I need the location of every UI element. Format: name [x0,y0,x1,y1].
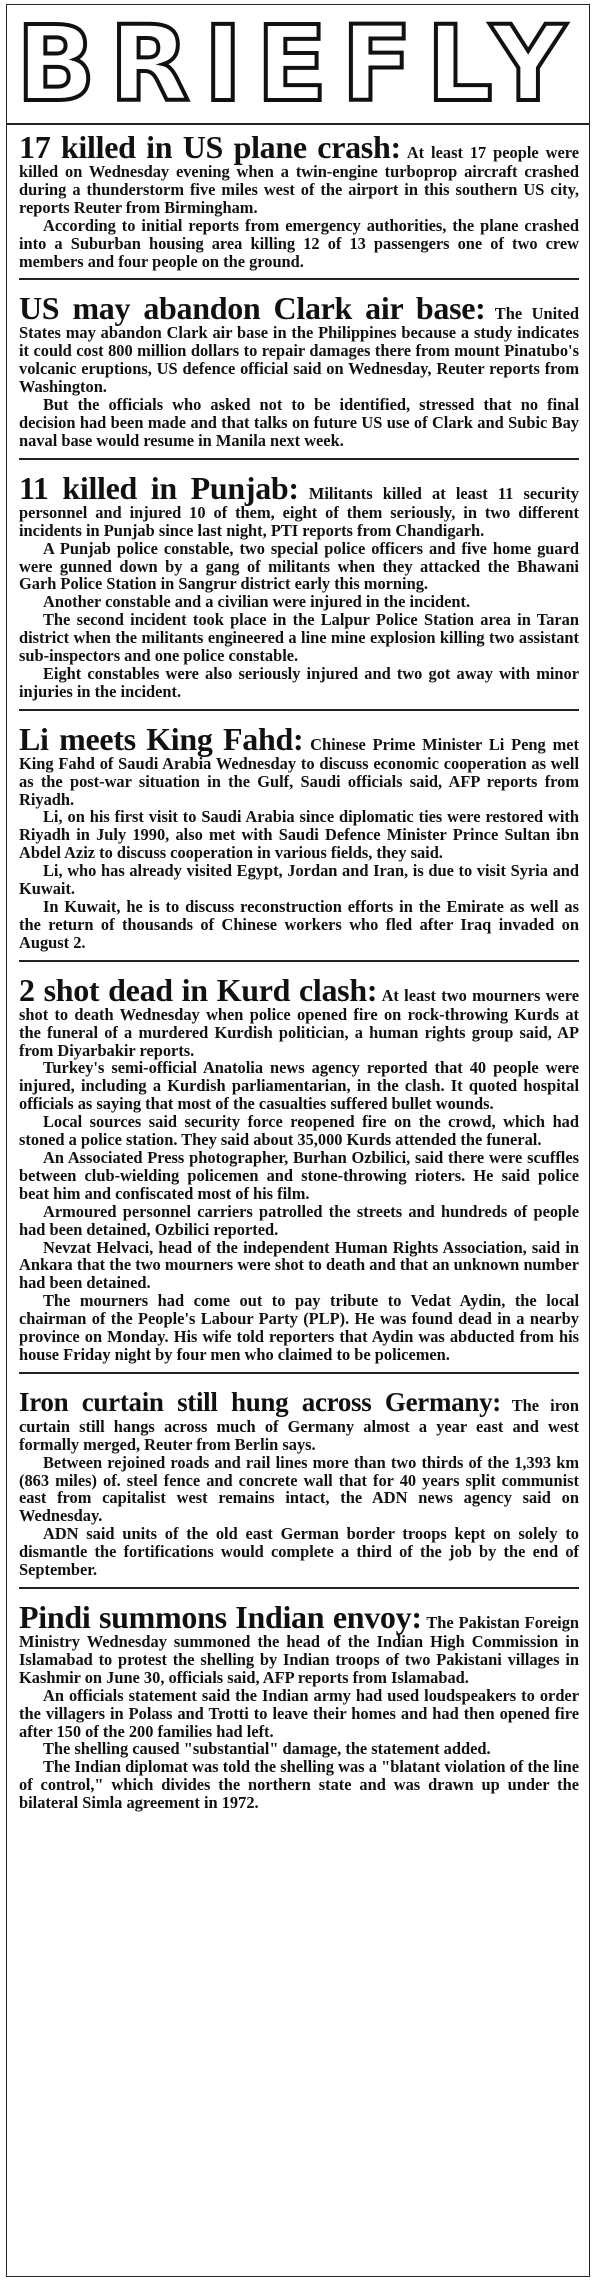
story-indian-envoy [19,1601,579,1820]
story-punjab [19,469,579,711]
story-paragraph: The second incident took place in the Lalpur Police Station area in Taran district when the militants engineered a line mine explosion killing two assistant sub-inspectors and one police constable. [19,610,579,666]
story-lede [19,1601,579,1687]
lede-text: The Pakistan Foreign Ministry Wednesday summoned the head of the Indian High Commission in Islamabad to protest the shelling by Indian troops of two Pakistani villages in Kashmir on June 30, officials said, AFP reports from Islamabad. [19,1613,580,1687]
story-lede [19,720,579,809]
stories-column [7,125,589,1820]
story-paragraph: But the officials who asked not to be identified, stressed that no final decision had been made and that talks on future US use of Clark and Subic Bay naval base would resume in Manila next week. [19,395,579,450]
story-paragraph: Local sources said security force reopened fire on the crowd, which had stoned a police station. They said about 35,000 Kurds attended the funeral. [19,1112,579,1150]
story-paragraph: According to initial reports from emergency authorities, the plane crashed into a Suburban housing area killing 12 of 13 passengers one of two crew members and four people on the ground. [19,215,579,271]
lede-text: Militants killed at least 11 security personnel and injured 10 of them, eight of them seriously, in two different incidents in Punjab since last night, PTI reports from Chandigarh. [19,483,579,540]
story-king-fahd [19,720,579,962]
story-paragraph: The Indian diplomat was told the shelling was a "blatant violation of the line of control," which divides the northern state and was drawn up under the bilateral Simla agreement in 1972. [19,1757,579,1813]
story-lede [19,971,579,1060]
story-headline: 2 shot dead in Kurd clash: [19,971,378,1008]
story-headline: 11 killed in Punjab: [19,469,299,506]
story-paragraph: Between rejoined roads and rail lines more than two thirds of the 1,393 km (863 miles) of. steel fence and concrete wall that for 40 years split communist east from capitalist west remains intact, the ADN news agency said on Wednesday. [19,1452,579,1526]
story-headline: Pindi summons Indian envoy: [19,1599,422,1635]
lede-text: Chinese Prime Minister Li Peng met King Fahd of Saudi Arabia Wednesday to discuss economic cooperation as well as the post-war situation in the Gulf, Saudi officials said, AFP reports from Riyadh. [19,734,579,809]
story-paragraph: The shelling caused "substantial" damage, the statement added. [43,1739,491,1759]
lede-text: The United States may abandon Clark air base in the Philippines because a study indicates it could cost 800 million dollars to repair damages there from mount Pinatubo's volcanic eruptions, US defence official said on Wednesday, Reuter reports from Washington. [19,304,579,397]
story-lede [19,469,579,540]
story-paragraph: Armoured personnel carriers patrolled the streets and hundreds of people had been detained, Ozbilici reported. [19,1201,579,1239]
story-clark-air-base [19,292,579,459]
story-paragraph: Nevzat Helvaci, head of the independent Human Rights Association, said in Ankara that the two mourners were shot to death and that an unknown number had been detained. [19,1237,579,1293]
story-lede [19,131,579,217]
story-paragraph: Li, who has already visited Egypt, Jordan and Iran, is due to visit Syria and Kuwait. [19,861,579,899]
masthead-title: BRIEFLY [16,4,580,125]
story-paragraph: Another constable and a civilian were injured in the incident. [43,592,471,612]
story-paragraph: An Associated Press photographer, Burhan Ozbilici, said there were scuffles between club-wielding policemen and stone-throwing rioters. He said police beat him and confiscated most of his film. [19,1147,579,1203]
story-paragraph: The mourners had come out to pay tribute to Vedat Aydin, the local chairman of the People's Labour Party (PLP). He was found dead in a nearby province on Monday. His wife told reporters that Aydin was abducted from his house Friday night by four men who claimed to be policemen. [19,1291,579,1364]
story-paragraph: ADN said units of the old east German border troops kept on solely to dismantle the fortifications would complete a third of the job by the end of September. [19,1524,579,1580]
lede-text: At least 17 people were killed on Wednesday evening when a twin-engine turboprop aircraft crashed during a thunderstorm five miles west of the airport in this southern US city, reports Reuter from Birmingham. [19,143,579,217]
story-iron-curtain [19,1386,579,1589]
masthead [7,5,589,125]
lede-text: At least two mourners were shot to death Wednesday when police opened fire on rock-throwing Kurds at the funeral of a murdered Kurdish politician, a human rights group said, AP from Diyarbakir reports. [19,985,579,1060]
newspaper-clipping [6,4,590,2277]
story-paragraph: Turkey's semi-official Anatolia news agency reported that 40 people were injured, including a Kurdish parliamentarian, in the clash. It quoted hospital officials as saying that most of the casualties suffered bullet wounds. [19,1058,579,1114]
story-headline: Iron curtain still hung across Germany: [19,1386,501,1417]
story-headline: Li meets King Fahd: [19,720,304,757]
story-lede [19,1386,579,1454]
story-paragraph: Eight constables were also seriously injured and two got away with minor injuries in the incident. [19,663,579,701]
story-paragraph: A Punjab police constable, two special police officers and five home guard were gunned down by a gang of militants when they attacked the Bhawani Garh Police Station in Sangrur district early this morning. [19,538,579,594]
lede-text: The iron curtain still hangs across much of Germany almost a year east and west formally merged, Reuter from Berlin says. [19,1395,579,1454]
story-headline: 17 killed in US plane crash: [19,129,401,165]
story-paragraph: An officials statement said the Indian army had used loudspeakers to order the villagers in Polass and Trotti to leave their homes and had then opened fire after 150 of the 200 families had left. [19,1685,579,1741]
story-plane-crash [19,131,579,280]
story-paragraph: In Kuwait, he is to discuss reconstruction efforts in the Emirate as well as the return of thousands of Chinese workers who fled after Iraq invaded on August 2. [19,897,579,952]
story-lede [19,292,579,396]
story-paragraph: Li, on his first visit to Saudi Arabia since diplomatic ties were restored with Riyadh in July 1990, also met with Saudi Defence Minister Prince Sultan ibn Abdel Aziz to discuss cooperation in various fields, they said. [19,807,579,863]
story-headline: US may abandon Clark air base: [19,290,486,327]
story-kurd-clash [19,971,579,1374]
